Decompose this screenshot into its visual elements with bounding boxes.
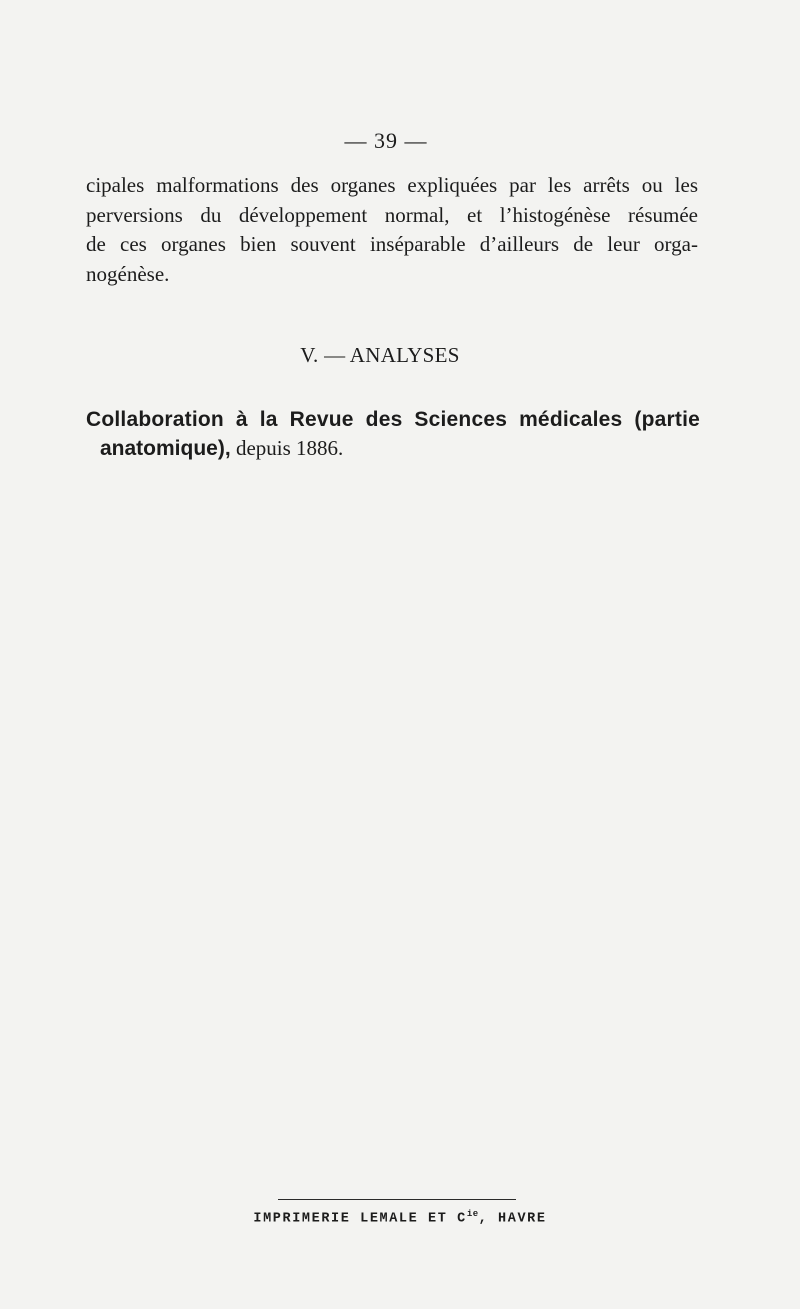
entry-second-line: [86, 434, 700, 463]
body-paragraph: [86, 171, 698, 289]
printer-imprint: [0, 1209, 800, 1227]
entry-bold-line: Collaboration à la Revue des Sciences médicales (partie: [86, 408, 700, 431]
page-number: — 39 —: [344, 128, 428, 153]
imprint-superscript: ie: [466, 1209, 479, 1219]
paragraph-line: nogénèse.: [86, 261, 170, 286]
imprint-tail: , HAVRE: [478, 1211, 547, 1227]
analysis-entry: [86, 406, 700, 463]
footer-rule: [278, 1199, 516, 1200]
entry-regular-fragment: depuis 1886.: [230, 436, 344, 460]
entry-bold-fragment: anatomique),: [100, 437, 231, 460]
paragraph-line: perversions du développement normal, et l’histogénèse résumée: [86, 202, 698, 227]
section-heading: V. — ANALYSES: [300, 343, 460, 367]
paragraph-line: de ces organes bien souvent inséparable d’ailleurs de leur orga-: [86, 232, 698, 256]
imprint-main: IMPRIMERIE LEMALE ET C: [253, 1211, 467, 1227]
paragraph-line: cipales malformations des organes expliquées par les arrêts ou les: [86, 173, 698, 197]
